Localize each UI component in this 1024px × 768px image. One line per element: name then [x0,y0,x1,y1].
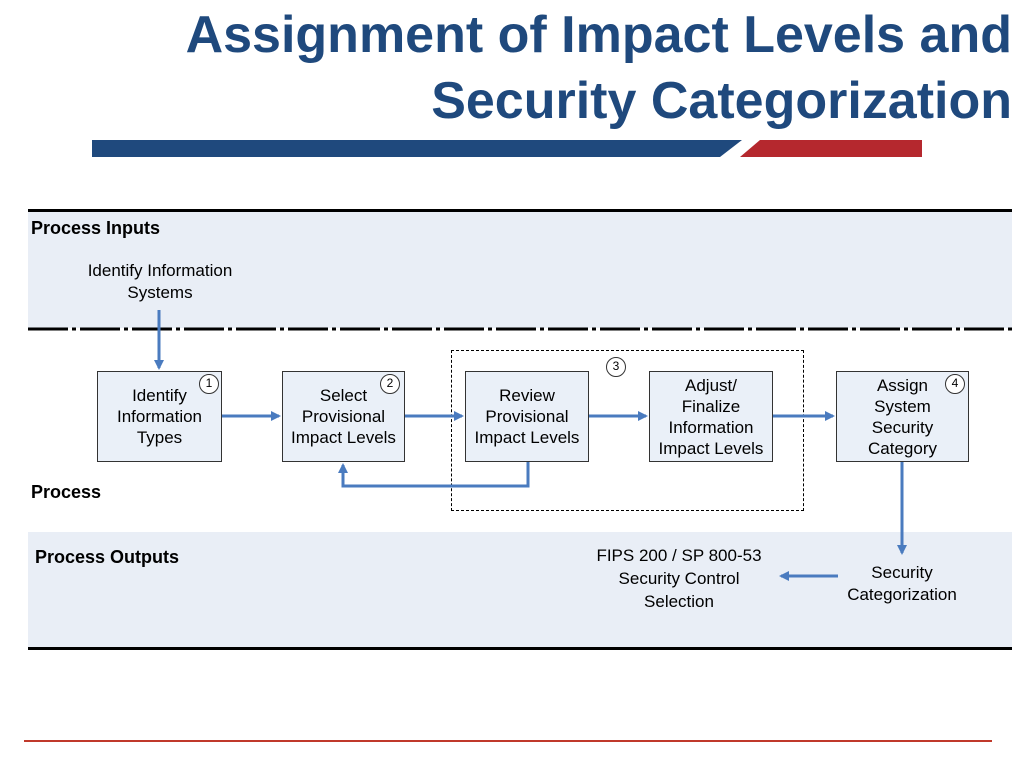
box-4-line-2: Finalize [681,396,741,416]
box-4-line-3: Information [668,417,754,437]
step-2-number-badge: 2 [380,374,400,394]
output-selection-line-1: FIPS 200 / SP 800-53 [596,546,762,565]
box-1-line-2: Information [116,407,203,426]
box-5-line-3: Security [871,417,934,437]
box-2-line-2: Provisional [301,407,386,426]
step-3-number-badge: 3 [606,357,626,377]
box-5-line-4: Category [868,438,937,458]
process-outputs-label: Process Outputs [35,547,180,567]
slide-title-line-2: Security Categorization [431,72,1012,130]
box-4-line-1: Adjust/ [685,375,737,395]
process-inputs-label: Process Inputs [31,218,161,238]
slide-title-line-1: Assignment of Impact Levels and [185,6,1012,64]
process-label: Process [31,482,102,502]
box-3-line-3: Impact Levels [474,428,580,447]
step-1-number-badge: 1 [199,374,219,394]
box-3-line-2: Provisional [485,407,569,426]
box-2-line-3: Impact Levels [291,428,396,447]
box-1-line-1: Identify [132,386,187,405]
arrow-review-back-to-select [343,462,528,486]
footer-rule [24,740,992,742]
step-4-number-badge: 4 [945,374,965,394]
output-categorization-line-1: Security [871,563,933,582]
box-4-line-4: Impact Levels [658,438,764,458]
input-line-2: Systems [127,283,193,302]
output-selection-line-2: Security Control [618,569,740,588]
box-5-line-1: Assign [876,375,928,395]
box-3-line-1: Review [499,386,555,405]
box-1-line-3: Types [136,428,183,447]
output-selection-line-3: Selection [644,592,714,611]
input-line-1: Identify Information [87,261,233,280]
box-2-line-1: Select [319,386,368,405]
box-5-line-2: System [874,396,931,416]
output-categorization-line-2: Categorization [847,585,957,604]
